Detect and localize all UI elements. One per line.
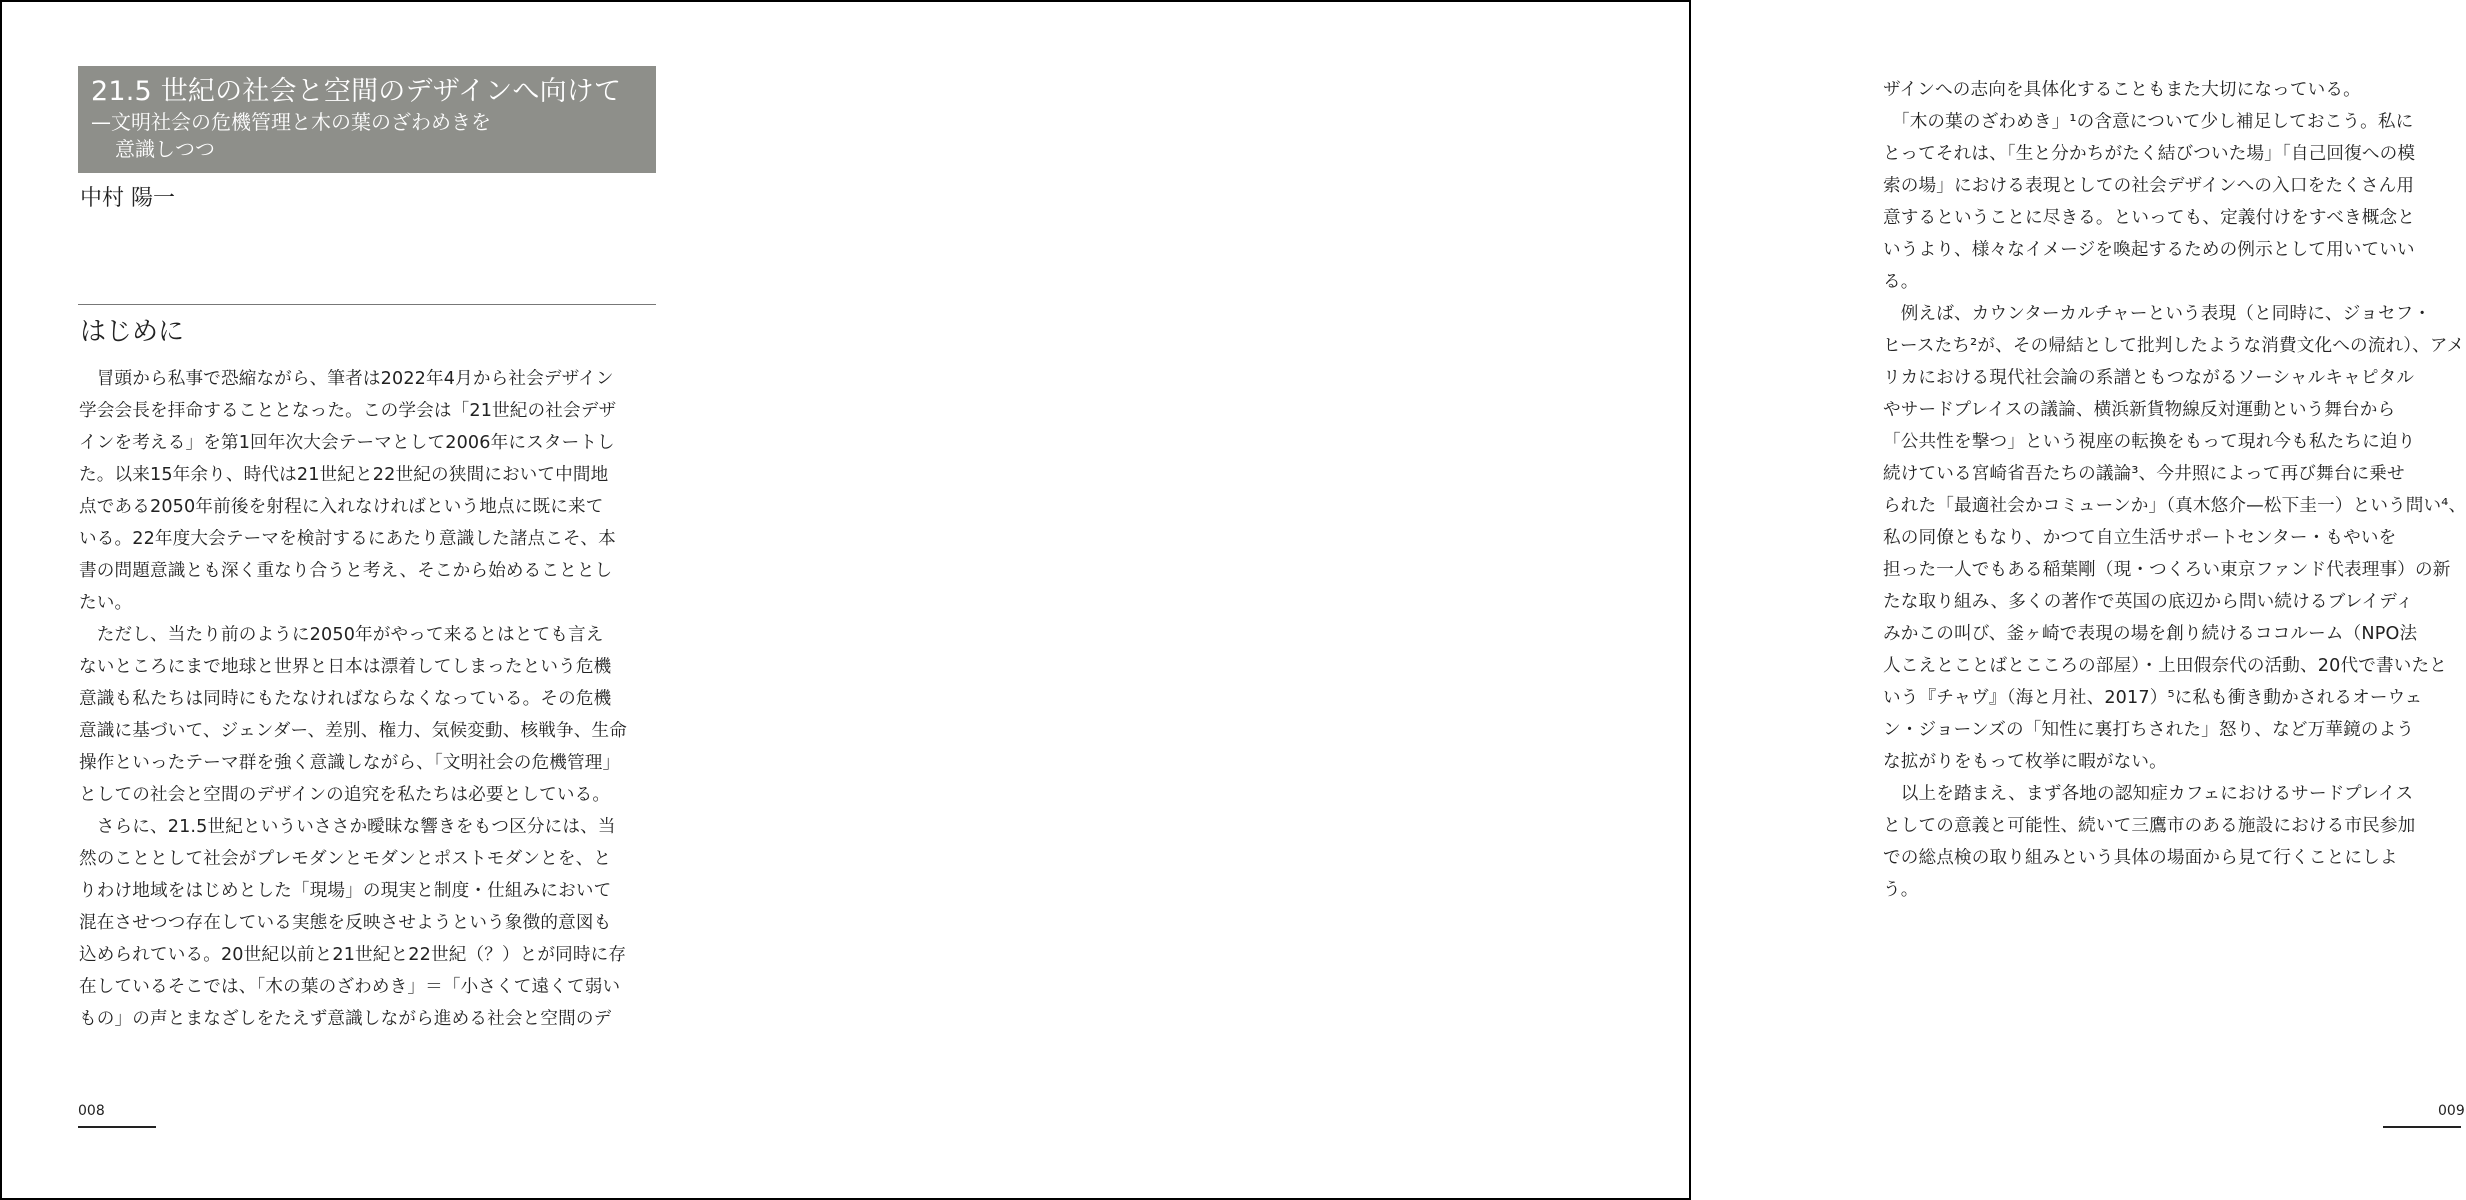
body-text-line: りわけ地域をはじめとした「現場」の現実と制度・仕組みにおいて	[79, 881, 612, 901]
right-body-text	[1883, 74, 2466, 906]
body-text-line: 学会会長を拝命することとなった。この学会は「21世紀の社会デザ	[79, 401, 617, 421]
chapter-title: 21.5 世紀の社会と空間のデザインへ向けて	[91, 76, 622, 107]
page-number-rule-left	[78, 1126, 156, 1128]
left-body-text	[79, 363, 659, 1035]
body-text-line: リカにおける現代社会論の系譜ともつながるソーシャルキャピタル	[1883, 368, 2415, 388]
section-divider	[78, 304, 656, 305]
body-text-line: さらに、21.5世紀といういささか曖昧な響きをもつ区分には、当	[79, 817, 616, 837]
body-text-line: ヒースたち²が、その帰結として批判したような消費文化への流れ）、アメ	[1883, 336, 2465, 356]
page-number-left: 008	[78, 1103, 105, 1119]
body-text-line: 「木の葉のざわめき」¹の含意について少し補足しておこう。私に	[1883, 112, 2414, 132]
body-text-line: う。	[1883, 880, 1919, 900]
body-text-line: 冒頭から私事で恐縮ながら、筆者は2022年4月から社会デザイン	[79, 369, 614, 389]
body-text-line: 以上を踏まえ、まず各地の認知症カフェにおけるサードプレイス	[1883, 784, 2414, 804]
body-text-line: ン・ジョーンズの「知性に裏打ちされた」怒り、など万華鏡のよう	[1883, 720, 2415, 740]
body-text-line: みかこの叫び、釜ヶ崎で表現の場を創り続けるココルーム（NPO法	[1883, 624, 2418, 644]
body-text-line: 索の場」における表現としての社会デザインへの入口をたくさん用	[1883, 176, 2415, 196]
body-text-line: 書の問題意識とも深く重なり合うと考え、そこから始めることとし	[79, 561, 613, 581]
body-text-line: 在しているそこでは、「木の葉のざわめき」＝「小さくて遠くて弱い	[79, 977, 621, 997]
body-text-line: 意識に基づいて、ジェンダー、差別、権力、気候変動、核戦争、生命	[79, 721, 627, 741]
body-text-line: での総点検の取り組みという具体の場面から見て行くことにしよ	[1883, 848, 2398, 868]
body-text-line: られた「最適社会かコミューンか」（真木悠介—松下圭一）という問い⁴、	[1883, 496, 2466, 516]
page-number-rule-right	[2383, 1126, 2461, 1128]
body-text-line: たい。	[79, 593, 133, 613]
section-heading: はじめに	[80, 317, 185, 347]
body-text-line: もの」の声とまなざしをたえず意識しながら進める社会と空間のデ	[79, 1009, 612, 1029]
body-text-line: 意するということに尽きる。といっても、定義付けをすべき概念と	[1883, 208, 2415, 228]
body-text-line: ないところにまで地球と世界と日本は漂着してしまったという危機	[79, 657, 612, 677]
body-text-line: としての社会と空間のデザインの追究を私たちは必要としている。	[79, 785, 611, 805]
body-text-line: 込められている。20世紀以前と21世紀と22世紀（？）とが同時に存	[79, 945, 627, 965]
chapter-subtitle-line-1: —文明社会の危機管理と木の葉のざわめきを	[91, 110, 491, 134]
body-text-line: る。	[1883, 272, 1919, 292]
body-text-line: たな取り組み、多くの著作で英国の底辺から問い続けるブレイディ	[1883, 592, 2414, 612]
body-text-line: いう『チャヴ』（海と月社、2017）⁵に私も衝き動かされるオーウェ	[1883, 688, 2423, 708]
body-text-line: やサードプレイスの議論、横浜新貨物線反対運動という舞台から	[1883, 400, 2396, 420]
body-text-line: 担った一人でもある稲葉剛（現・つくろい東京ファンド代表理事）の新	[1883, 560, 2451, 580]
body-text-line: 続けている宮崎省吾たちの議論³、今井照によって再び舞台に乗せ	[1883, 464, 2405, 484]
body-text-line: 私の同僚ともなり、かつて自立生活サポートセンター・もやいを	[1883, 528, 2397, 548]
body-text-line: た。以来15年余り、時代は21世紀と22世紀の狭間において中間地	[79, 465, 609, 485]
body-text-line: な拡がりをもって枚挙に暇がない。	[1883, 752, 2167, 772]
body-text-line: 然のこととして社会がプレモダンとモダンとポストモダンとを、と	[79, 849, 612, 869]
page-number-right: 009	[2438, 1103, 2465, 1119]
body-text-line: 意識も私たちは同時にもたなければならなくなっている。その危機	[79, 689, 612, 709]
right-page	[847, 2, 2466, 1198]
body-text-line: としての意義と可能性、続いて三鷹市のある施設における市民参加	[1883, 816, 2416, 836]
author-name: 中村 陽一	[80, 186, 175, 211]
body-text-line: とってそれは、「生と分かちがたく結びついた場」「自己回復への模	[1883, 144, 2416, 164]
left-page	[2, 2, 847, 1198]
body-text-line: 混在させつつ存在している実態を反映させようという象徴的意図も	[79, 913, 612, 933]
body-text-line: 人こえとことばとこころの部屋）・上田假奈代の活動、20代で書いたと	[1883, 656, 2447, 676]
body-text-line: インを考える」を第1回年次大会テーマとして2006年にスタートし	[79, 433, 615, 453]
body-text-line: 例えば、カウンターカルチャーという表現（と同時に、ジョセフ・	[1883, 304, 2432, 324]
chapter-title-box	[78, 66, 656, 173]
body-text-line: ただし、当たり前のように2050年がやって来るとはとても言え	[79, 625, 604, 645]
body-text-line: いる。22年度大会テーマを検討するにあたり意識した諸点こそ、本	[79, 529, 616, 549]
chapter-subtitle-line-2: 意識しつつ	[115, 137, 215, 161]
body-text-line: 「公共性を撃つ」という視座の転換をもって現れ今も私たちに迫り	[1883, 432, 2416, 452]
body-text-line: 点である2050年前後を射程に入れなければという地点に既に来て	[79, 497, 604, 517]
body-text-line: 操作といったテーマ群を強く意識しながら、「文明社会の危機管理」	[79, 753, 621, 773]
body-text-line: いうより、様々なイメージを喚起するための例示として用いていい	[1883, 240, 2415, 260]
body-text-line: ザインへの志向を具体化することもまた大切になっている。	[1883, 80, 2361, 100]
